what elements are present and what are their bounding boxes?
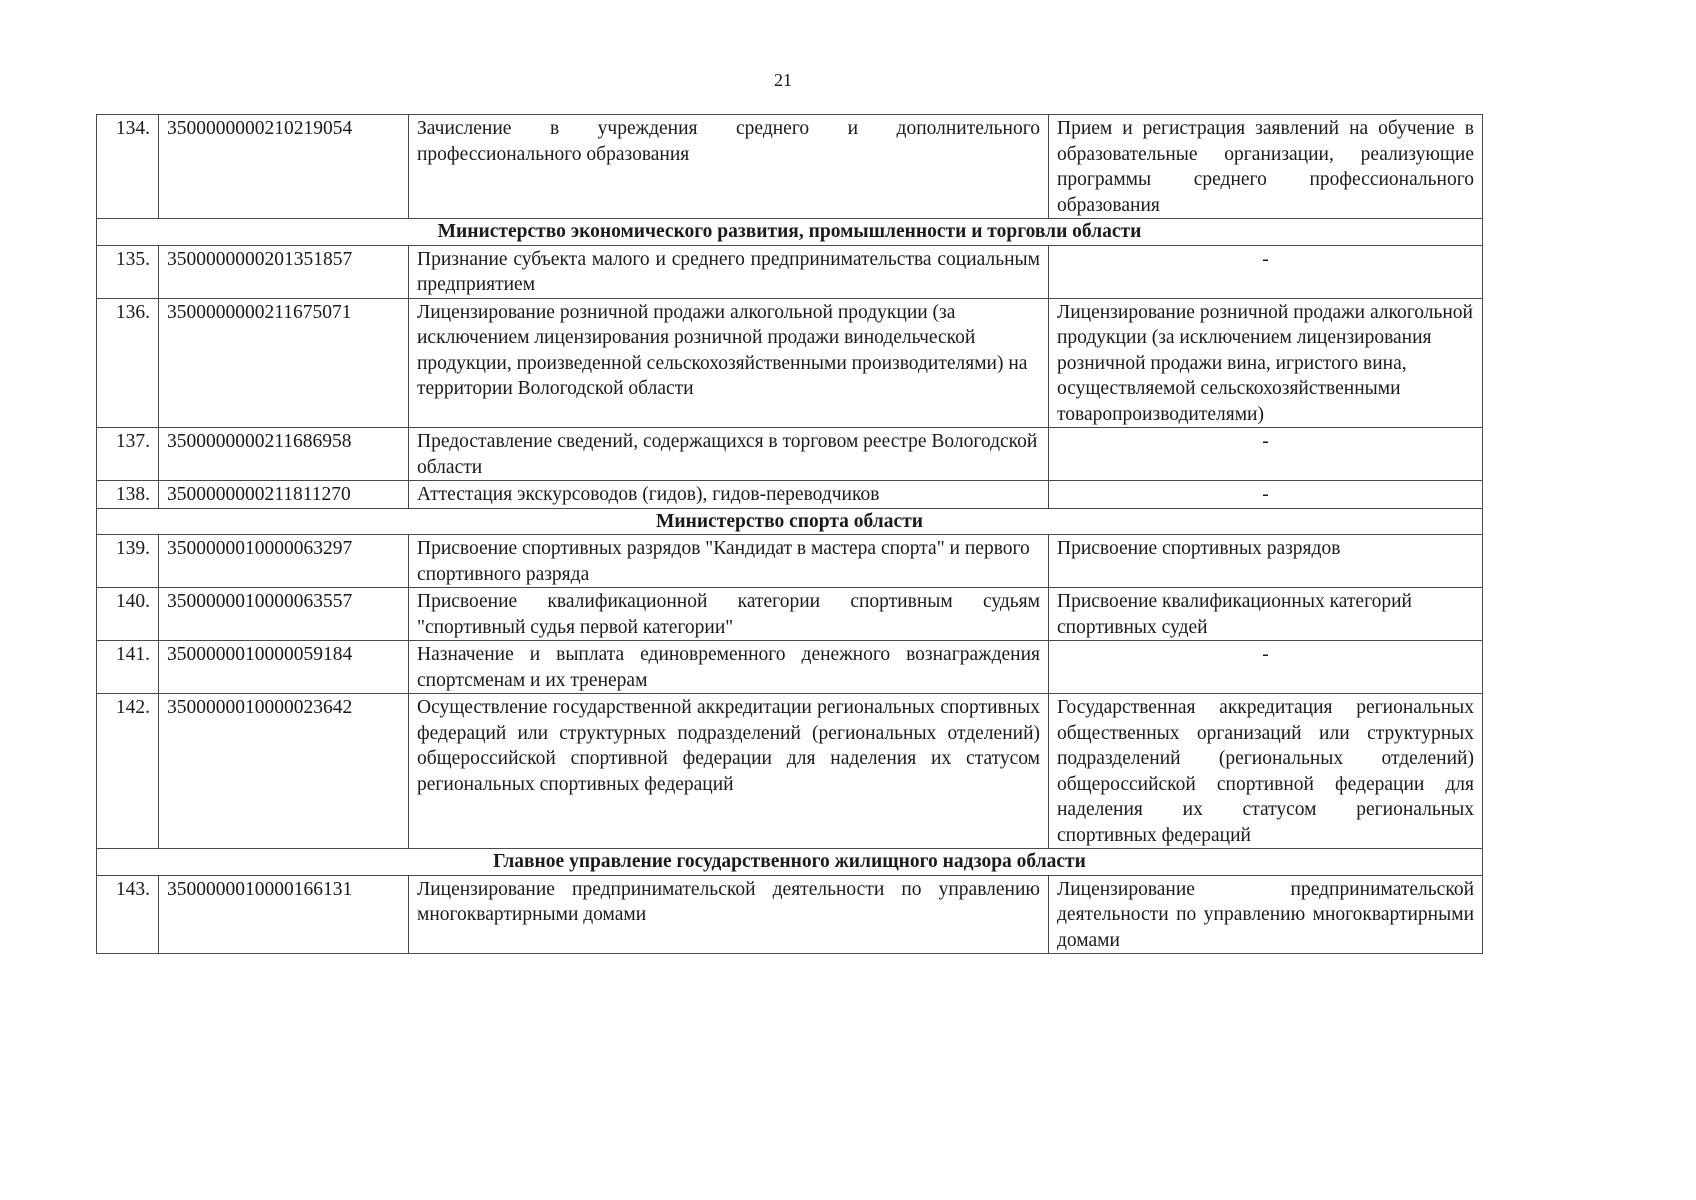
target-service: - — [1049, 428, 1483, 481]
target-service: Лицензирование предпринимательской деятельности по управлению многоквартирными домами — [1049, 875, 1483, 954]
table-row — [97, 298, 1483, 428]
row-number: 138. — [97, 481, 159, 509]
row-number: 137. — [97, 428, 159, 481]
table-row — [97, 245, 1483, 298]
row-number: 135. — [97, 245, 159, 298]
target-service: - — [1049, 641, 1483, 694]
section-row — [97, 219, 1483, 246]
services-table — [96, 114, 1483, 954]
table-row — [97, 694, 1483, 849]
service-name: Присвоение спортивных разрядов "Кандидат в мастера спорта" и первого спортивного разряда — [409, 535, 1049, 588]
target-service: Присвоение квалификационных категорий спортивных судей — [1049, 588, 1483, 641]
row-number: 134. — [97, 115, 159, 219]
row-number: 139. — [97, 535, 159, 588]
service-name: Назначение и выплата единовременного денежного вознаграждения спортсменам и их тренерам — [409, 641, 1049, 694]
table-row — [97, 428, 1483, 481]
row-number: 136. — [97, 298, 159, 428]
section-title: Министерство экономического развития, промышленности и торговли области — [97, 219, 1483, 246]
section-title: Министерство спорта области — [97, 508, 1483, 535]
service-name: Аттестация экскурсоводов (гидов), гидов-переводчиков — [409, 481, 1049, 509]
target-service: - — [1049, 481, 1483, 509]
target-service: - — [1049, 245, 1483, 298]
table-row — [97, 115, 1483, 219]
section-row — [97, 849, 1483, 876]
table-row — [97, 481, 1483, 509]
table-row — [97, 588, 1483, 641]
section-row — [97, 508, 1483, 535]
section-title: Главное управление государственного жилищного надзора области — [97, 849, 1483, 876]
row-number: 141. — [97, 641, 159, 694]
service-code: 3500000010000023642 — [159, 694, 409, 849]
service-name: Лицензирование розничной продажи алкогольной продукции (за исключением лицензирования розничной продажи винодельческой продукции, произведенной сельскохозяйственными производителями) на территории Вологодской области — [409, 298, 1049, 428]
table-row — [97, 875, 1483, 954]
service-code: 3500000010000166131 — [159, 875, 409, 954]
service-name: Признание субъекта малого и среднего предпринимательства социальным предприятием — [409, 245, 1049, 298]
target-service: Государственная аккредитация региональных общественных организаций или структурных подразделений (региональных отделений) общероссийской спортивной федерации для наделения их статусом региональных спортивных федераций — [1049, 694, 1483, 849]
table-row — [97, 641, 1483, 694]
service-code: 3500000010000063557 — [159, 588, 409, 641]
service-code: 3500000010000063297 — [159, 535, 409, 588]
row-number: 143. — [97, 875, 159, 954]
service-name: Осуществление государственной аккредитации региональных спортивных федераций или структурных подразделений (региональных отделений) общероссийской спортивной федерации для наделения их статусом региональных спортивных федераций — [409, 694, 1049, 849]
service-code: 3500000000201351857 — [159, 245, 409, 298]
service-name: Лицензирование предпринимательской деятельности по управлению многоквартирными домами — [409, 875, 1049, 954]
row-number: 140. — [97, 588, 159, 641]
service-code: 3500000000211675071 — [159, 298, 409, 428]
service-code: 3500000000211686958 — [159, 428, 409, 481]
target-service: Лицензирование розничной продажи алкогольной продукции (за исключением лицензирования розничной продажи вина, игристого вина, осуществляемой сельскохозяйственными товаропроизводителями) — [1049, 298, 1483, 428]
target-service: Присвоение спортивных разрядов — [1049, 535, 1483, 588]
row-number: 142. — [97, 694, 159, 849]
page-number: 21 — [774, 70, 792, 90]
service-code: 3500000000210219054 — [159, 115, 409, 219]
service-code: 3500000010000059184 — [159, 641, 409, 694]
service-name: Зачисление в учреждения среднего и дополнительного профессионального образования — [409, 115, 1049, 219]
service-code: 3500000000211811270 — [159, 481, 409, 509]
table-row — [97, 535, 1483, 588]
services-table-body — [97, 115, 1483, 954]
service-name: Предоставление сведений, содержащихся в торговом реестре Вологодской области — [409, 428, 1049, 481]
service-name: Присвоение квалификационной категории спортивным судьям "спортивный судья первой категории" — [409, 588, 1049, 641]
target-service: Прием и регистрация заявлений на обучение в образовательные организации, реализующие программы среднего профессионального образования — [1049, 115, 1483, 219]
